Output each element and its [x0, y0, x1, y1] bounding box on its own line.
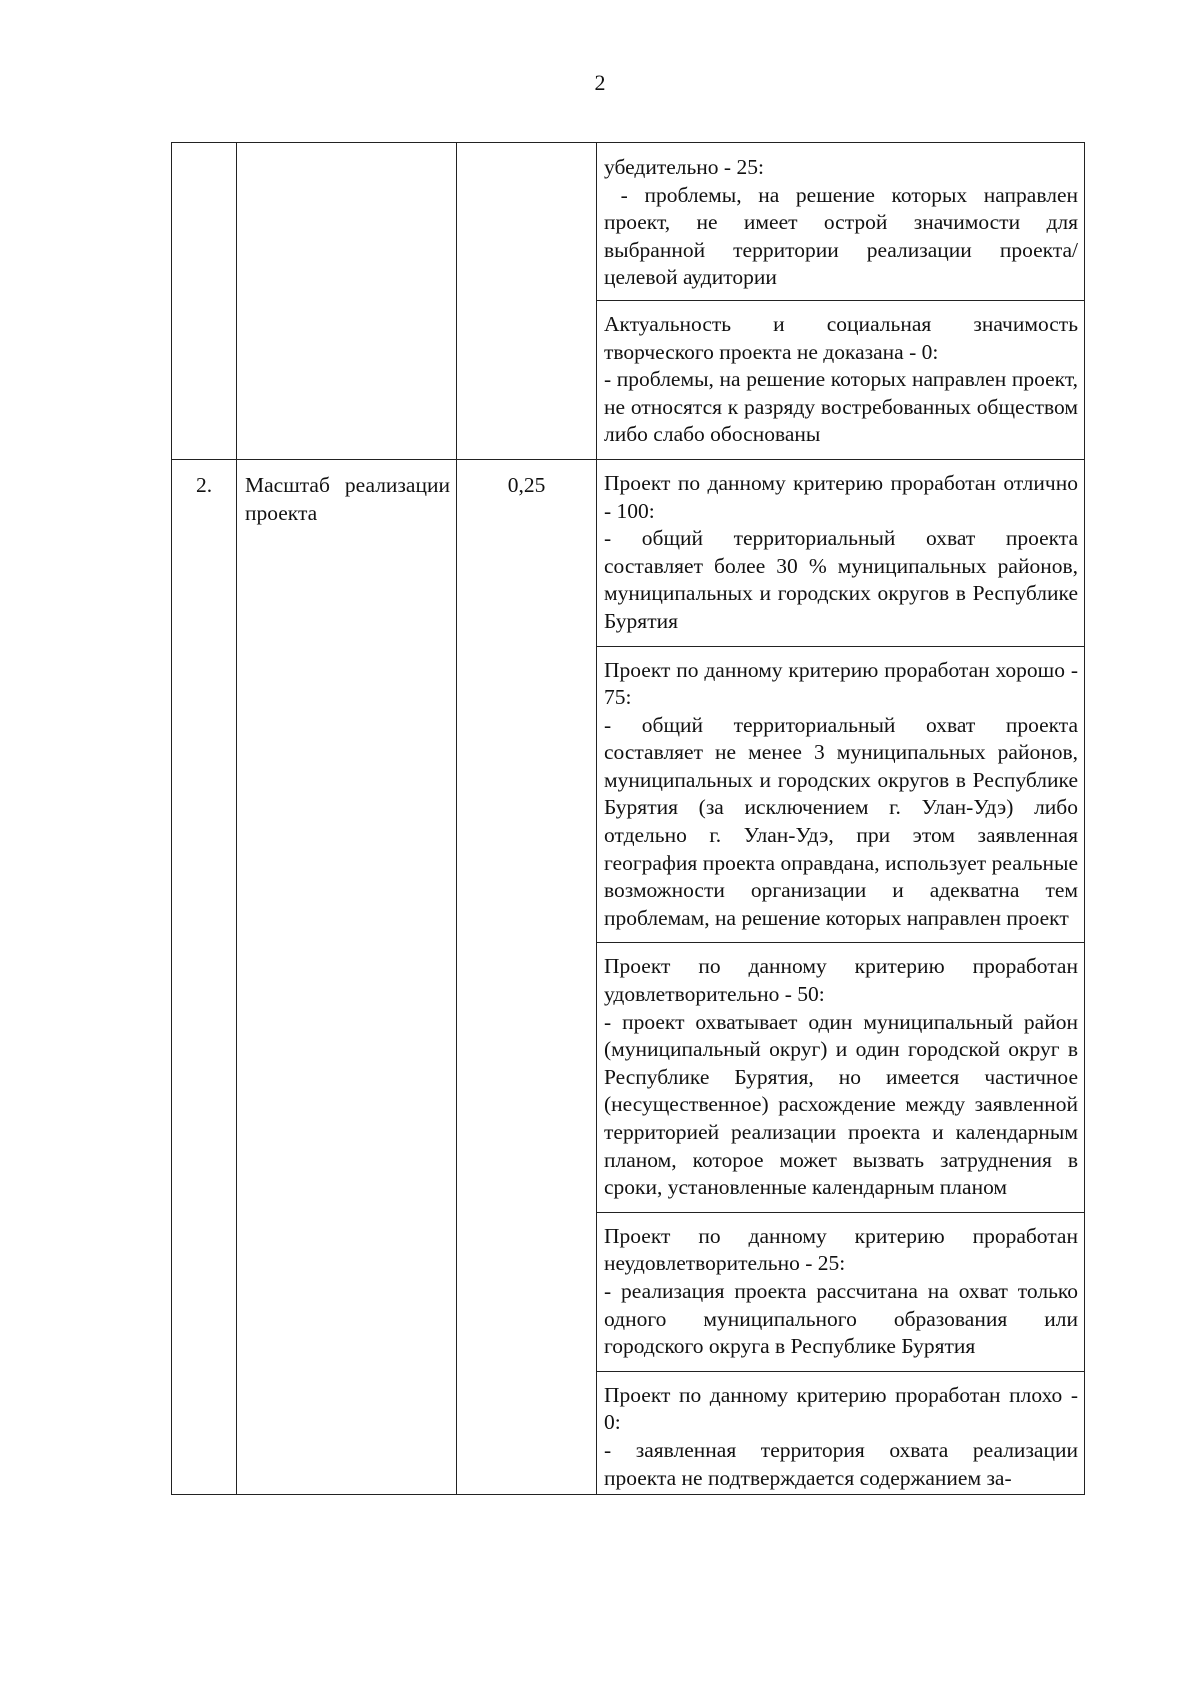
- table-row: [172, 143, 1085, 301]
- grade-description: - реализация проекта рассчитана на охват только одного муниципального образования или городского округа в Республике Бурятия: [604, 1278, 1078, 1359]
- criterion-cell: [237, 143, 457, 460]
- grade-heading: Проект по данному критерию проработан неудовлетворительно - 25:: [604, 1223, 1078, 1276]
- grade-heading: убедительно - 25:: [604, 155, 764, 179]
- grade-cell: [597, 646, 1085, 943]
- grade-description: - проблемы, на решение которых направлен проект, не имеет острой значимости для выбранной территории реализации проекта/целевой аудитории: [604, 182, 1084, 290]
- criterion-name: Масштаб реализации проекта: [237, 459, 457, 1494]
- grade-heading: Проект по данному критерию проработан хорошо - 75:: [604, 657, 1078, 710]
- number-cell: [172, 143, 237, 460]
- grade-description: - общий территориальный охват проекта составляет более 30 % муниципальных районов, муниципальных и городских округов в Республике Бурятия: [604, 526, 1078, 633]
- grade-heading: Проект по данному критерию проработан удовлетворительно - 50:: [604, 954, 1078, 1007]
- grade-cell: [597, 143, 1085, 301]
- grade-cell: [597, 1371, 1085, 1494]
- grade-description: - общий территориальный охват проекта составляет не менее 3 муниципальных районов, муниципальных и городских округов в Республике Бурятия (за исключением г. Улан-Удэ) либо отдельно г. Улан-Удэ, при этом заявленная география проекта оправдана, использует реальные возможности организации и адекватна тем проблемам, на решение которых направлен проект: [604, 712, 1078, 930]
- grade-description: - проблемы, на решение которых направлен проект, не относятся к разряду востребованных обществом либо слабо обоснованы: [604, 367, 1078, 447]
- grade-cell: [597, 459, 1085, 646]
- grade-description: - проект охватывает один муниципальный район (муниципальный округ) и один городской округ в Республике Бурятия, но имеется частичное (несущественное) расхождение между заявленной территорией реализации проекта и календарным планом, которое может вызвать затруднения в сроки, установленные календарным планом: [604, 1009, 1078, 1200]
- criterion-weight: 0,25: [457, 459, 597, 1494]
- grade-cell: [597, 300, 1085, 459]
- grade-heading: Проект по данному критерию проработан плохо - 0:: [604, 1382, 1078, 1435]
- table-row: [172, 459, 1085, 646]
- grade-cell: [597, 1212, 1085, 1371]
- grade-heading: Проект по данному критерию проработан отлично - 100:: [604, 470, 1078, 523]
- grade-cell: [597, 943, 1085, 1212]
- grade-description: - заявленная территория охвата реализации проекта не подтверждается содержанием за-: [604, 1437, 1078, 1490]
- criterion-number: 2.: [172, 459, 237, 1494]
- grade-heading: Актуальность и социальная значимость творческого проекта не доказана - 0:: [604, 311, 1078, 364]
- weight-cell: [457, 143, 597, 460]
- criteria-table: [171, 142, 1085, 1495]
- page-number: 2: [594, 70, 606, 95]
